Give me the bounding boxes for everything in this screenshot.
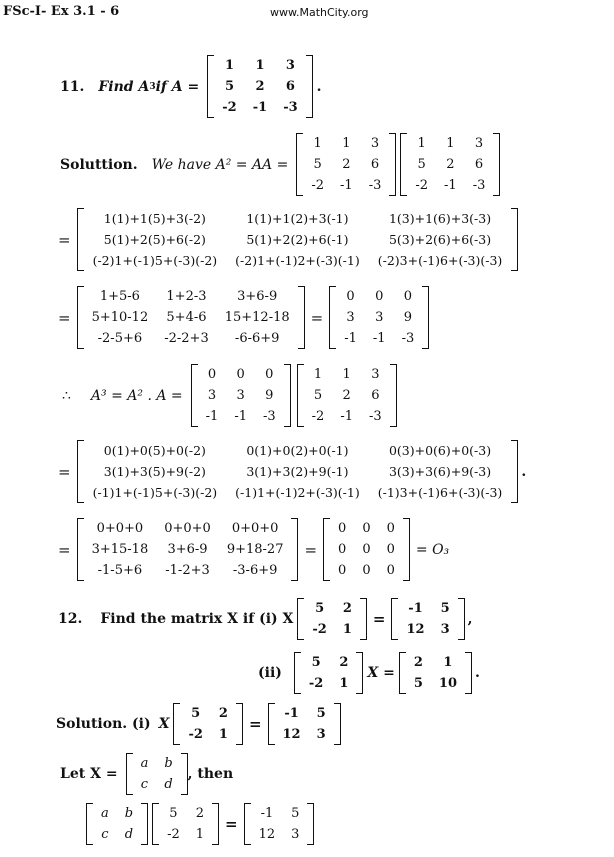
matrix-cell: 0: [338, 563, 347, 578]
solution-12-header: [56, 703, 341, 745]
matrix-cell: 9+18-27: [226, 542, 284, 557]
matrix-entries: [84, 518, 292, 581]
matrix-cell: -3: [368, 178, 382, 193]
matrix-cell: 0: [362, 521, 371, 536]
matrix-cell: 0+0+0: [231, 521, 279, 536]
matrix-cell: 0: [207, 367, 217, 382]
matrix-row: [84, 560, 292, 581]
matrix-cell: -2: [311, 409, 325, 424]
matrix-cell: -3: [472, 178, 486, 193]
matrix-cell: 3: [291, 827, 300, 842]
matrix-cell: 1(1)+1(2)+3(-1): [246, 211, 349, 226]
matrix-cell: 2: [446, 157, 455, 172]
matrix-cell: 1: [342, 367, 351, 382]
matrix-cell: 5(1)+2(5)+6(-2): [103, 232, 206, 247]
matrix-entries: [304, 364, 390, 427]
matrix-row: [133, 753, 181, 774]
matrix-cell: 9: [265, 388, 274, 403]
matrix-cell: (-1)1+(-1)2+(-3)(-1): [235, 485, 360, 500]
matrix-row: [406, 652, 465, 673]
header-url: www.MathCity.org: [270, 6, 369, 19]
matrix-cell: 0: [236, 367, 245, 382]
matrix-cell: 5: [311, 655, 321, 670]
matrix-cell: 5: [315, 601, 325, 616]
period: .: [475, 665, 480, 681]
question-12: [58, 598, 473, 640]
equals-sign: =: [225, 815, 238, 833]
matrix-row: [198, 385, 284, 406]
matrix-cell: 3: [440, 622, 450, 637]
matrix-row: [304, 385, 390, 406]
matrix-entries: [336, 286, 422, 349]
matrix-cell: -2: [188, 727, 203, 742]
matrix-row: [198, 364, 284, 385]
matrix-cell: 0: [362, 563, 371, 578]
matrix-cell: 5: [413, 676, 423, 691]
matrix-cell: -1-5+6: [97, 563, 143, 578]
matrix-entries: [84, 440, 512, 503]
exponent: 3: [149, 81, 156, 92]
matrix-cell: 5: [440, 601, 450, 616]
question-11: [60, 55, 322, 118]
matrix-cell: 5+10-12: [91, 310, 149, 325]
matrix-rhs: [244, 803, 315, 845]
matrix-row: [301, 673, 357, 694]
matrix-cell: 2: [342, 388, 351, 403]
matrix-cell: 0(3)+0(6)+0(-3): [388, 443, 492, 458]
matrix-entries: [251, 803, 308, 845]
equation-xa: [86, 803, 314, 845]
matrix-cell: (-2)1+(-1)2+(-3)(-1): [235, 253, 360, 268]
matrix-row: [275, 703, 334, 724]
matrix-cell: 1(1)+1(5)+3(-2): [103, 211, 206, 226]
matrix-cell: -1: [260, 806, 274, 821]
matrix-cell: 3: [370, 136, 380, 151]
then-text: , then: [187, 766, 234, 782]
matrix-cell: -2: [222, 100, 237, 115]
matrix-row: [407, 175, 493, 196]
matrix-a2-sums: [77, 286, 305, 349]
solution-11-header: [60, 133, 500, 196]
matrix-row: [84, 518, 292, 539]
matrix-entries: [398, 598, 457, 640]
matrix-cell: 12: [406, 622, 425, 637]
matrix-cell: -2: [415, 178, 429, 193]
question-12-ii: [258, 652, 480, 694]
matrix-cell: 3: [316, 727, 326, 742]
matrix-row: [214, 55, 305, 76]
matrix-row: [336, 286, 422, 307]
matrix-cell: 5(3)+2(6)+6(-3): [388, 232, 492, 247]
matrix-row: [303, 154, 389, 175]
matrix-entries: [159, 803, 212, 845]
matrix-row: [330, 560, 403, 581]
matrix-q12-right: [391, 598, 464, 640]
matrix-row: [304, 406, 390, 427]
matrix-cell: 3: [236, 388, 245, 403]
matrix-cell: 0: [338, 542, 347, 557]
matrix-cell: a: [101, 806, 109, 821]
matrix-cell: 1: [339, 676, 349, 691]
matrix-row: [304, 598, 360, 619]
matrix-row: [251, 824, 308, 845]
therefore-symbol: ∴: [62, 387, 71, 404]
matrix-row: [336, 328, 422, 349]
matrix-cell: 6: [370, 157, 380, 172]
matrix-row: [198, 406, 284, 427]
zero-matrix: [323, 518, 410, 581]
matrix-row: [84, 482, 512, 503]
matrix-cell: 3: [285, 58, 295, 73]
matrix-cell: 5: [169, 806, 178, 821]
matrix-row: [407, 154, 493, 175]
matrix-row: [84, 440, 512, 461]
question-text: Find the matrix X if (i) X: [100, 611, 294, 627]
matrix-row: [84, 328, 298, 349]
matrix-cell: a: [140, 756, 149, 771]
matrix-cell: c: [140, 777, 149, 792]
matrix-entries: [93, 803, 141, 845]
matrix-row: [84, 229, 512, 250]
matrix-row: [251, 803, 308, 824]
matrix-cell: -6-6+9: [234, 331, 280, 346]
matrix-row: [336, 307, 422, 328]
matrix-row: [84, 307, 298, 328]
matrix-cell: 5: [313, 388, 323, 403]
matrix-entries: [214, 55, 305, 118]
matrix-cell: 1: [224, 58, 235, 73]
matrix-row: [159, 824, 212, 845]
matrix-sol12-left: [173, 703, 243, 745]
matrix-cell: 1(3)+1(6)+3(-3): [388, 211, 492, 226]
matrix-cell: 2: [342, 601, 352, 616]
matrix-a: [207, 55, 312, 118]
matrix-row: [330, 518, 403, 539]
matrix-cell: 1: [446, 136, 455, 151]
matrix-cell: 0: [375, 289, 384, 304]
a3-statement: [62, 364, 397, 427]
header-left: FSc-I- Ex 3.1 - 6: [3, 4, 120, 19]
equals-sign: =: [248, 715, 262, 733]
matrix-row: [275, 724, 334, 745]
matrix-cell: (-2)3+(-1)6+(-3)(-3): [377, 253, 503, 268]
matrix-row: [304, 364, 390, 385]
matrix-cell: -3-6+9: [232, 563, 278, 578]
expansion-a3: [58, 440, 526, 503]
solution-text: We have A² = AA =: [151, 156, 289, 173]
matrix-row: [93, 803, 141, 824]
matrix-cell: 0: [386, 563, 395, 578]
matrix-cell: 0: [346, 289, 355, 304]
matrix-cell: 5: [191, 706, 201, 721]
matrix-entries: [407, 133, 493, 196]
a3-text: A³ = A² . A =: [90, 387, 183, 404]
matrix-cell: 1: [218, 727, 228, 742]
matrix-a: [297, 364, 397, 427]
simplify-a3: [58, 518, 449, 581]
matrix-cell: -1: [340, 178, 353, 193]
matrix-a3-expansion: [77, 440, 519, 503]
matrix-cell: 5+4-6: [166, 310, 207, 325]
matrix-entries: [133, 753, 181, 795]
matrix-entries: [301, 652, 357, 694]
matrix-cell: 2: [413, 655, 423, 670]
matrix-cell: 1: [255, 58, 265, 73]
matrix-cell: 2: [342, 157, 351, 172]
matrix-cell: -1-2+3: [165, 563, 210, 578]
period: .: [521, 463, 527, 480]
matrix-cell: 0(1)+0(5)+0(-2): [103, 443, 206, 458]
matrix-q12-left: [297, 598, 367, 640]
equals-sign: =: [58, 230, 71, 249]
matrix-cell: -2: [308, 676, 324, 691]
matrix-cell: 1: [417, 136, 426, 151]
equals-sign: =: [58, 308, 71, 327]
matrix-cell: -2: [312, 622, 327, 637]
matrix-cell: 1+2-3: [166, 289, 207, 304]
matrix-entries: [303, 133, 389, 196]
matrix-cell: 2: [195, 806, 205, 821]
matrix-a2-expansion: [77, 208, 519, 271]
matrix-cell: -1: [234, 409, 247, 424]
matrix-cell: 3: [207, 388, 217, 403]
matrix-cell: 0: [338, 521, 347, 536]
matrix-cell: 3(1)+3(2)+9(-1): [246, 464, 349, 479]
matrix-row: [304, 619, 360, 640]
matrix-row: [301, 652, 357, 673]
matrix-a2-result: [329, 286, 429, 349]
matrix-cell: -1: [444, 178, 457, 193]
matrix-cell: 0: [386, 521, 395, 536]
matrix-entries: [330, 518, 403, 581]
matrix-cell: -2: [311, 178, 325, 193]
matrix-cell: -3: [283, 100, 298, 115]
equals-sign: =: [304, 540, 318, 559]
zero-matrix-result: = O₃: [415, 541, 450, 558]
matrix-row: [84, 286, 298, 307]
matrix-cell: 12: [282, 727, 301, 742]
matrix-cell: 5(1)+2(2)+6(-1): [246, 232, 349, 247]
matrix-x-variables: [126, 753, 188, 795]
matrix-row: [330, 539, 403, 560]
matrix-cell: 1: [313, 136, 322, 151]
period: .: [316, 78, 322, 95]
matrix-cell: 1: [443, 655, 453, 670]
matrix-cell: 5: [291, 806, 300, 821]
matrix-row: [303, 175, 389, 196]
matrix-cell: 5: [313, 157, 322, 172]
x-equals: X =: [367, 665, 395, 681]
matrix-cell: 3+15-18: [91, 542, 149, 557]
part-ii-label: (ii): [258, 665, 282, 681]
matrix-cell: (-1)1+(-1)5+(-3)(-2): [92, 485, 218, 500]
matrix-row: [406, 673, 465, 694]
matrix-ii-right: [399, 652, 472, 694]
matrix-cell: -1: [252, 100, 268, 115]
matrix-entries: [84, 286, 298, 349]
matrix-cell: 6: [371, 388, 380, 403]
matrix-cell: b: [124, 806, 134, 821]
matrix-cell: 5: [417, 157, 426, 172]
matrix-cell: 0: [265, 367, 274, 382]
matrix-row: [93, 824, 141, 845]
matrix-cell: -2: [167, 827, 180, 842]
matrix-cell: -3: [369, 409, 382, 424]
matrix-entries: [198, 364, 284, 427]
matrix-cell: -1: [372, 331, 386, 346]
matrix-cell: 6: [474, 157, 484, 172]
expansion-a2: [58, 208, 518, 271]
question-number: 11.: [60, 78, 85, 95]
matrix-row: [180, 703, 236, 724]
matrix-x: [86, 803, 148, 845]
matrix-cell: -2-5+6: [97, 331, 143, 346]
matrix-cell: -1: [344, 331, 357, 346]
matrix-entries: [406, 652, 465, 694]
matrix-entries: [180, 703, 236, 745]
matrix-cell: -1: [205, 409, 219, 424]
matrix-cell: b: [164, 756, 173, 771]
matrix-cell: 5: [224, 79, 235, 94]
equals-sign: =: [372, 610, 386, 628]
matrix-cell: 6: [285, 79, 295, 94]
matrix-row: [407, 133, 493, 154]
matrix-cell: 9: [403, 310, 413, 325]
matrix-row: [84, 208, 512, 229]
matrix-entries: [275, 703, 334, 745]
matrix-row: [133, 774, 181, 795]
matrix-cell: 3: [346, 310, 355, 325]
matrix-cell: 3+6-9: [167, 542, 208, 557]
matrix-cell: 2: [218, 706, 228, 721]
matrix-cell: 0(1)+0(2)+0(-1): [246, 443, 349, 458]
matrix-cell: 3: [474, 136, 484, 151]
matrix-cell: 1: [342, 136, 351, 151]
matrix-cell: 1: [342, 622, 352, 637]
let-x-statement: [60, 753, 233, 795]
matrix-coefficients: [152, 803, 219, 845]
matrix-a-right: [400, 133, 500, 196]
question-number: 12.: [58, 611, 83, 627]
matrix-cell: (-2)1+(-1)5+(-3)(-2): [92, 253, 218, 268]
solution-label: Soluttion.: [60, 156, 138, 173]
matrix-entries: [304, 598, 360, 640]
matrix-sol12-right: [268, 703, 341, 745]
variable-x: X: [158, 716, 170, 732]
matrix-cell: 3(1)+3(5)+9(-2): [103, 464, 206, 479]
matrix-cell: 0+0+0: [164, 521, 211, 536]
matrix-row: [84, 250, 512, 271]
matrix-cell: -3: [401, 331, 415, 346]
matrix-row: [214, 97, 305, 118]
matrix-cell: -2-2+3: [164, 331, 209, 346]
simplify-a2: [58, 286, 429, 349]
matrix-row: [180, 724, 236, 745]
matrix-cell: 3(3)+3(6)+9(-3): [388, 464, 492, 479]
matrix-entries: [84, 208, 512, 271]
matrix-cell: 2: [339, 655, 349, 670]
matrix-cell: d: [124, 827, 134, 842]
matrix-ii-left: [294, 652, 364, 694]
matrix-cell: 0+0+0: [96, 521, 144, 536]
matrix-a3-sums: [77, 518, 299, 581]
matrix-cell: -3: [262, 409, 276, 424]
matrix-cell: 1+5-6: [99, 289, 140, 304]
matrix-cell: (-1)3+(-1)6+(-3)(-3): [377, 485, 503, 500]
matrix-cell: 2: [255, 79, 265, 94]
matrix-cell: 15+12-18: [224, 310, 290, 325]
matrix-row: [214, 76, 305, 97]
equals-sign: =: [310, 308, 324, 327]
matrix-cell: 0: [386, 542, 395, 557]
question-text: Find A: [98, 78, 150, 95]
matrix-cell: 1: [313, 367, 323, 382]
comma: ,: [467, 611, 473, 627]
matrix-cell: 3: [375, 310, 384, 325]
matrix-cell: c: [101, 827, 109, 842]
let-x-text: Let X =: [60, 766, 118, 782]
matrix-cell: 1: [195, 827, 205, 842]
equals-sign: =: [58, 540, 71, 559]
matrix-row: [84, 461, 512, 482]
matrix-row: [84, 539, 292, 560]
matrix-cell: 3: [371, 367, 380, 382]
matrix-cell: -1: [408, 601, 423, 616]
matrix-cell: 3+6-9: [237, 289, 278, 304]
matrix-cell: 0: [403, 289, 413, 304]
matrix-cell: -1: [284, 706, 299, 721]
matrix-row: [159, 803, 212, 824]
equals-sign: =: [58, 462, 71, 481]
matrix-cell: 0: [362, 542, 371, 557]
matrix-cell: 5: [316, 706, 326, 721]
matrix-a2: [191, 364, 291, 427]
matrix-row: [398, 598, 457, 619]
matrix-cell: 12: [258, 827, 276, 842]
matrix-cell: 10: [438, 676, 457, 691]
solution-label: Solution. (i): [56, 716, 151, 732]
matrix-row: [398, 619, 457, 640]
matrix-row: [303, 133, 389, 154]
matrix-a-left: [296, 133, 396, 196]
matrix-cell: -1: [340, 409, 353, 424]
question-text-tail: if A =: [155, 78, 200, 95]
matrix-cell: d: [164, 777, 173, 792]
